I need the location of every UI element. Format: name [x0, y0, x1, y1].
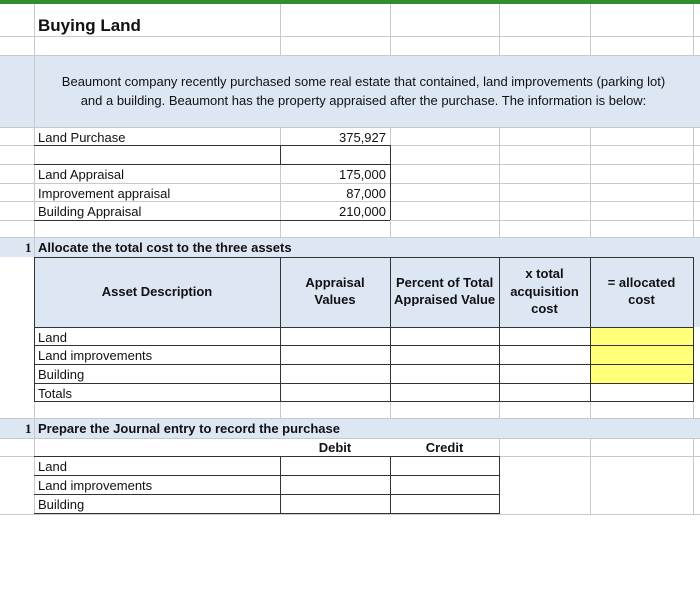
- journal-credit-header: Credit: [425, 440, 464, 455]
- journal-heading: Prepare the Journal entry to record the purchase: [38, 421, 340, 436]
- alloc-row-land: Land: [38, 330, 67, 345]
- col-percent-2: Appraised Value: [394, 293, 496, 306]
- col-acq-2: acquisition: [510, 284, 579, 299]
- allocation-number: 1: [25, 240, 32, 255]
- improvement-appraisal-label: Improvement appraisal: [38, 186, 171, 201]
- journal-row-land: Land: [38, 459, 67, 474]
- building-appraisal-value: 210,000: [339, 204, 386, 219]
- page-title: Buying Land: [38, 16, 141, 35]
- journal-debit-header: Debit: [318, 440, 352, 455]
- allocated-cost-building-cell[interactable]: [591, 365, 693, 383]
- col-asset-description: Asset Description: [101, 284, 213, 299]
- improvement-appraisal-value: 87,000: [346, 186, 386, 201]
- journal-row-building: Building: [38, 497, 85, 512]
- alloc-row-totals: Totals: [38, 386, 72, 401]
- allocated-cost-land-cell[interactable]: [591, 327, 693, 345]
- journal-row-land-improvements: Land improvements: [38, 478, 153, 493]
- land-appraisal-label: Land Appraisal: [38, 167, 125, 182]
- col-appraisal-values-1: Appraisal: [305, 275, 365, 290]
- land-purchase-label: Land Purchase: [38, 130, 126, 145]
- allocated-cost-improvements-cell[interactable]: [591, 346, 693, 364]
- land-appraisal-value: 175,000: [339, 167, 386, 182]
- col-allocated-1: = allocated: [607, 275, 676, 290]
- journal-number: 1: [25, 421, 32, 436]
- land-purchase-value: 375,927: [339, 130, 386, 145]
- col-allocated-2: cost: [628, 292, 655, 307]
- description-band: [0, 55, 700, 127]
- description-line-1: Beaumont company recently purchased some real estate that contained, land improvements (parking lot): [61, 74, 666, 89]
- top-accent-bar: [0, 0, 700, 4]
- col-appraisal-values-2: Values: [314, 292, 356, 307]
- col-acq-1: x total: [525, 266, 564, 281]
- building-appraisal-label: Building Appraisal: [38, 204, 142, 219]
- col-acq-3: cost: [531, 301, 558, 316]
- alloc-row-land-improvements: Land improvements: [38, 348, 153, 363]
- allocation-heading: Allocate the total cost to the three assets: [38, 240, 292, 255]
- alloc-row-building: Building: [38, 367, 85, 382]
- col-percent-1: Percent of Total: [396, 275, 494, 290]
- description-line-2: and a building. Beaumont has the property appraised after the purchase. The information is below:: [80, 93, 647, 108]
